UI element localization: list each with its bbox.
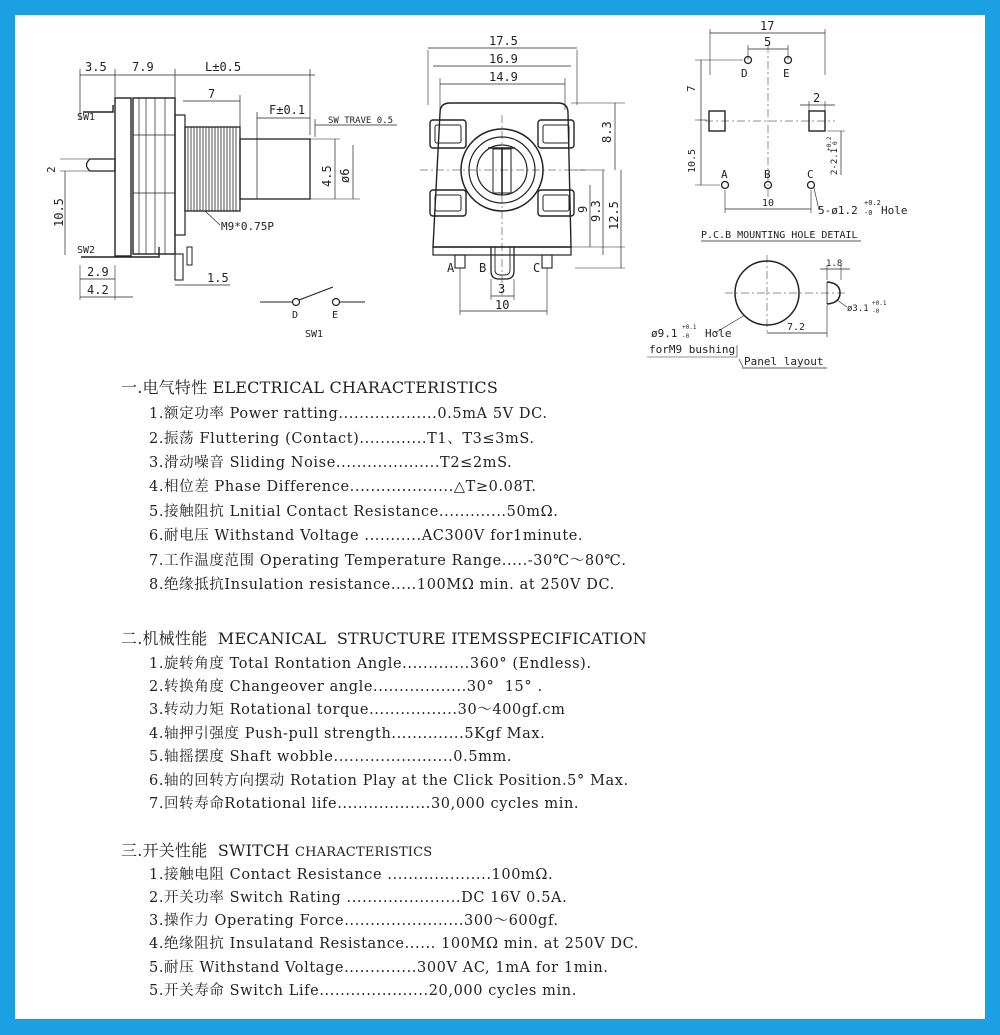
dim-1.5: 1.5: [207, 271, 229, 285]
switch-item-3: 3.操作力 Operating Force.......................300～600gf.: [149, 913, 559, 929]
section-switch-title-main: 三.开关性能 SWITCH: [121, 841, 295, 860]
switch-pin-d: D: [292, 310, 299, 321]
mechanical-item-4: 4.轴押引强度 Push-pull strength..............5Kgf Max.: [149, 726, 546, 742]
sw2-label: SW2: [77, 245, 96, 256]
dim-7: 7: [208, 87, 216, 101]
pcb-pin-c: C: [807, 168, 814, 181]
dim-2: 2: [45, 166, 58, 173]
mechanical-item-6: 6.轴的回转方向摆动 Rotation Play at the Click Position.5° Max.: [149, 773, 629, 789]
panel-big-hole: ø9.1: [651, 327, 678, 340]
mechanical-item-2: 2.转换角度 Changeover angle..................30° 15° .: [149, 679, 543, 695]
pcb-dim-slot: 2-2.1: [830, 147, 840, 175]
switch-item-1: 1.接触电阻 Contact Resistance ....................100mΩ.: [149, 867, 554, 883]
panel-big-tol-minus: -0: [682, 333, 690, 340]
panel-bushing-note: forM9 bushing: [649, 343, 736, 356]
pcb-dim-5: 5: [764, 35, 772, 49]
pcb-hole-word: Hole: [881, 204, 908, 217]
dim-4.2: 4.2: [87, 283, 109, 297]
electrical-item-7: 7.工作温度范围 Operating Temperature Range.....-30℃～80℃.: [149, 553, 627, 569]
panel-small-tol-plus: +0.1: [872, 300, 887, 307]
electrical-item-1: 1.额定功率 Power ratting...................0.5mA 5V DC.: [149, 406, 548, 422]
pin-a: A: [447, 261, 455, 275]
dim-sw-travel: SW TRAVE 0.5: [328, 116, 394, 126]
panel-dim-1.8: 1.8: [826, 259, 843, 269]
electrical-item-6: 6.耐电压 Withstand Voltage ...........AC300V for1minute.: [149, 528, 584, 544]
switch-item-2: 2.开关功率 Switch Rating ......................DC 16V 0.5A.: [149, 890, 568, 906]
pcb-pin-b: B: [764, 168, 771, 181]
mechanical-item-7: 7.回转寿命Rotational life..................30,000 cycles min.: [149, 796, 580, 812]
pcb-dim-7: 7: [685, 85, 698, 92]
panel-small-hole: ø3.1: [847, 304, 869, 314]
pcb-hole-note: 5-ø1.2: [818, 204, 858, 217]
dim-dia6: ø6: [338, 168, 352, 183]
dim-10.5: 10.5: [52, 198, 66, 227]
switch-item-5: 5.耐压 Withstand Voltage..............300V AC, 1mA for 1min.: [149, 960, 609, 976]
datasheet-page: [15, 15, 985, 1019]
dim-3: 3: [498, 282, 506, 296]
dim-2.9: 2.9: [87, 265, 109, 279]
pcb-dim-10: 10: [762, 198, 775, 209]
panel-title: Panel layout: [744, 355, 824, 368]
pin-c: C: [533, 261, 541, 275]
panel-big-hole-word: Hole: [705, 327, 732, 340]
dim-length: L±0.5: [205, 60, 242, 74]
dim-7.9: 7.9: [132, 60, 154, 74]
dim-10: 10: [495, 298, 510, 312]
switch-item-6: 5.开关寿命 Switch Life.....................20,000 cycles min.: [149, 983, 577, 999]
electrical-item-4: 4.相位差 Phase Difference....................△T≥0.08T.: [149, 479, 537, 495]
pcb-pin-a: A: [721, 168, 728, 181]
dim-3.5: 3.5: [85, 60, 107, 74]
pcb-dim-slot-tol-plus: +0.2: [826, 136, 833, 151]
dim-17.5: 17.5: [489, 34, 518, 48]
switch-label: SW1: [305, 329, 324, 340]
specifications: [15, 15, 985, 1019]
pcb-dim-17: 17: [760, 19, 775, 33]
panel-small-tol-minus: -0: [872, 308, 880, 315]
pcb-dim-10.5: 10.5: [687, 148, 698, 173]
electrical-item-8: 8.绝缘抵抗Insulation resistance.....100MΩ min. at 250V DC.: [149, 577, 615, 593]
mechanical-item-5: 5.轴摇摆度 Shaft wobble.......................0.5mm.: [149, 749, 513, 765]
dim-9: 9: [576, 205, 590, 213]
dim-14.9: 14.9: [489, 70, 518, 84]
mechanical-item-1: 1.旋转角度 Total Rontation Angle.............360° (Endless).: [149, 656, 592, 672]
pcb-dim-slot-tol-minus: 0: [832, 141, 839, 145]
section-switch-title-sub: CHARACTERISTICS: [294, 845, 433, 860]
electrical-item-2: 2.振荡 Fluttering (Contact).............T1、T3≤3mS.: [149, 431, 535, 447]
pcb-hole-tol-plus: +0.2: [864, 199, 881, 207]
panel-dim-7.2: 7.2: [787, 322, 806, 333]
sw1-label: SW1: [77, 112, 96, 123]
pcb-pin-e: E: [783, 67, 790, 80]
switch-pin-e: E: [332, 310, 339, 321]
pcb-pin-d: D: [741, 67, 748, 80]
pcb-dim-2: 2: [813, 91, 821, 105]
dim-4.5: 4.5: [320, 165, 334, 187]
pcb-title: P.C.B MOUNTING HOLE DETAIL: [701, 230, 858, 241]
panel-big-tol-plus: +0.1: [682, 324, 697, 331]
section-switch-title: [121, 838, 432, 861]
electrical-item-3: 3.滑动噪音 Sliding Noise....................T2≤2mS.: [149, 455, 513, 471]
section-electrical-title: 一.电气特性 ELECTRICAL CHARACTERISTICS: [121, 378, 499, 397]
dim-8.3: 8.3: [600, 121, 614, 143]
mechanical-item-3: 3.转动力矩 Rotational torque.................30～400gf.cm: [149, 702, 566, 718]
thread-label: M9*0.75P: [221, 220, 274, 233]
dim-f: F±0.1: [269, 103, 306, 117]
electrical-item-5: 5.接触阻抗 Lnitial Contact Resistance.............50mΩ.: [149, 504, 559, 520]
switch-item-4: 4.绝缘阻抗 Insulatand Resistance...... 100MΩ min. at 250V DC.: [149, 936, 640, 952]
section-mechanical-title: 二.机械性能 MECANICAL STRUCTURE ITEMSSPECIFICATION: [121, 629, 647, 648]
pin-b: B: [479, 261, 487, 275]
dim-9.3: 9.3: [589, 200, 603, 222]
pcb-hole-tol-minus: -0: [864, 209, 873, 217]
dim-16.9: 16.9: [489, 52, 518, 66]
dim-12.5: 12.5: [607, 201, 621, 230]
